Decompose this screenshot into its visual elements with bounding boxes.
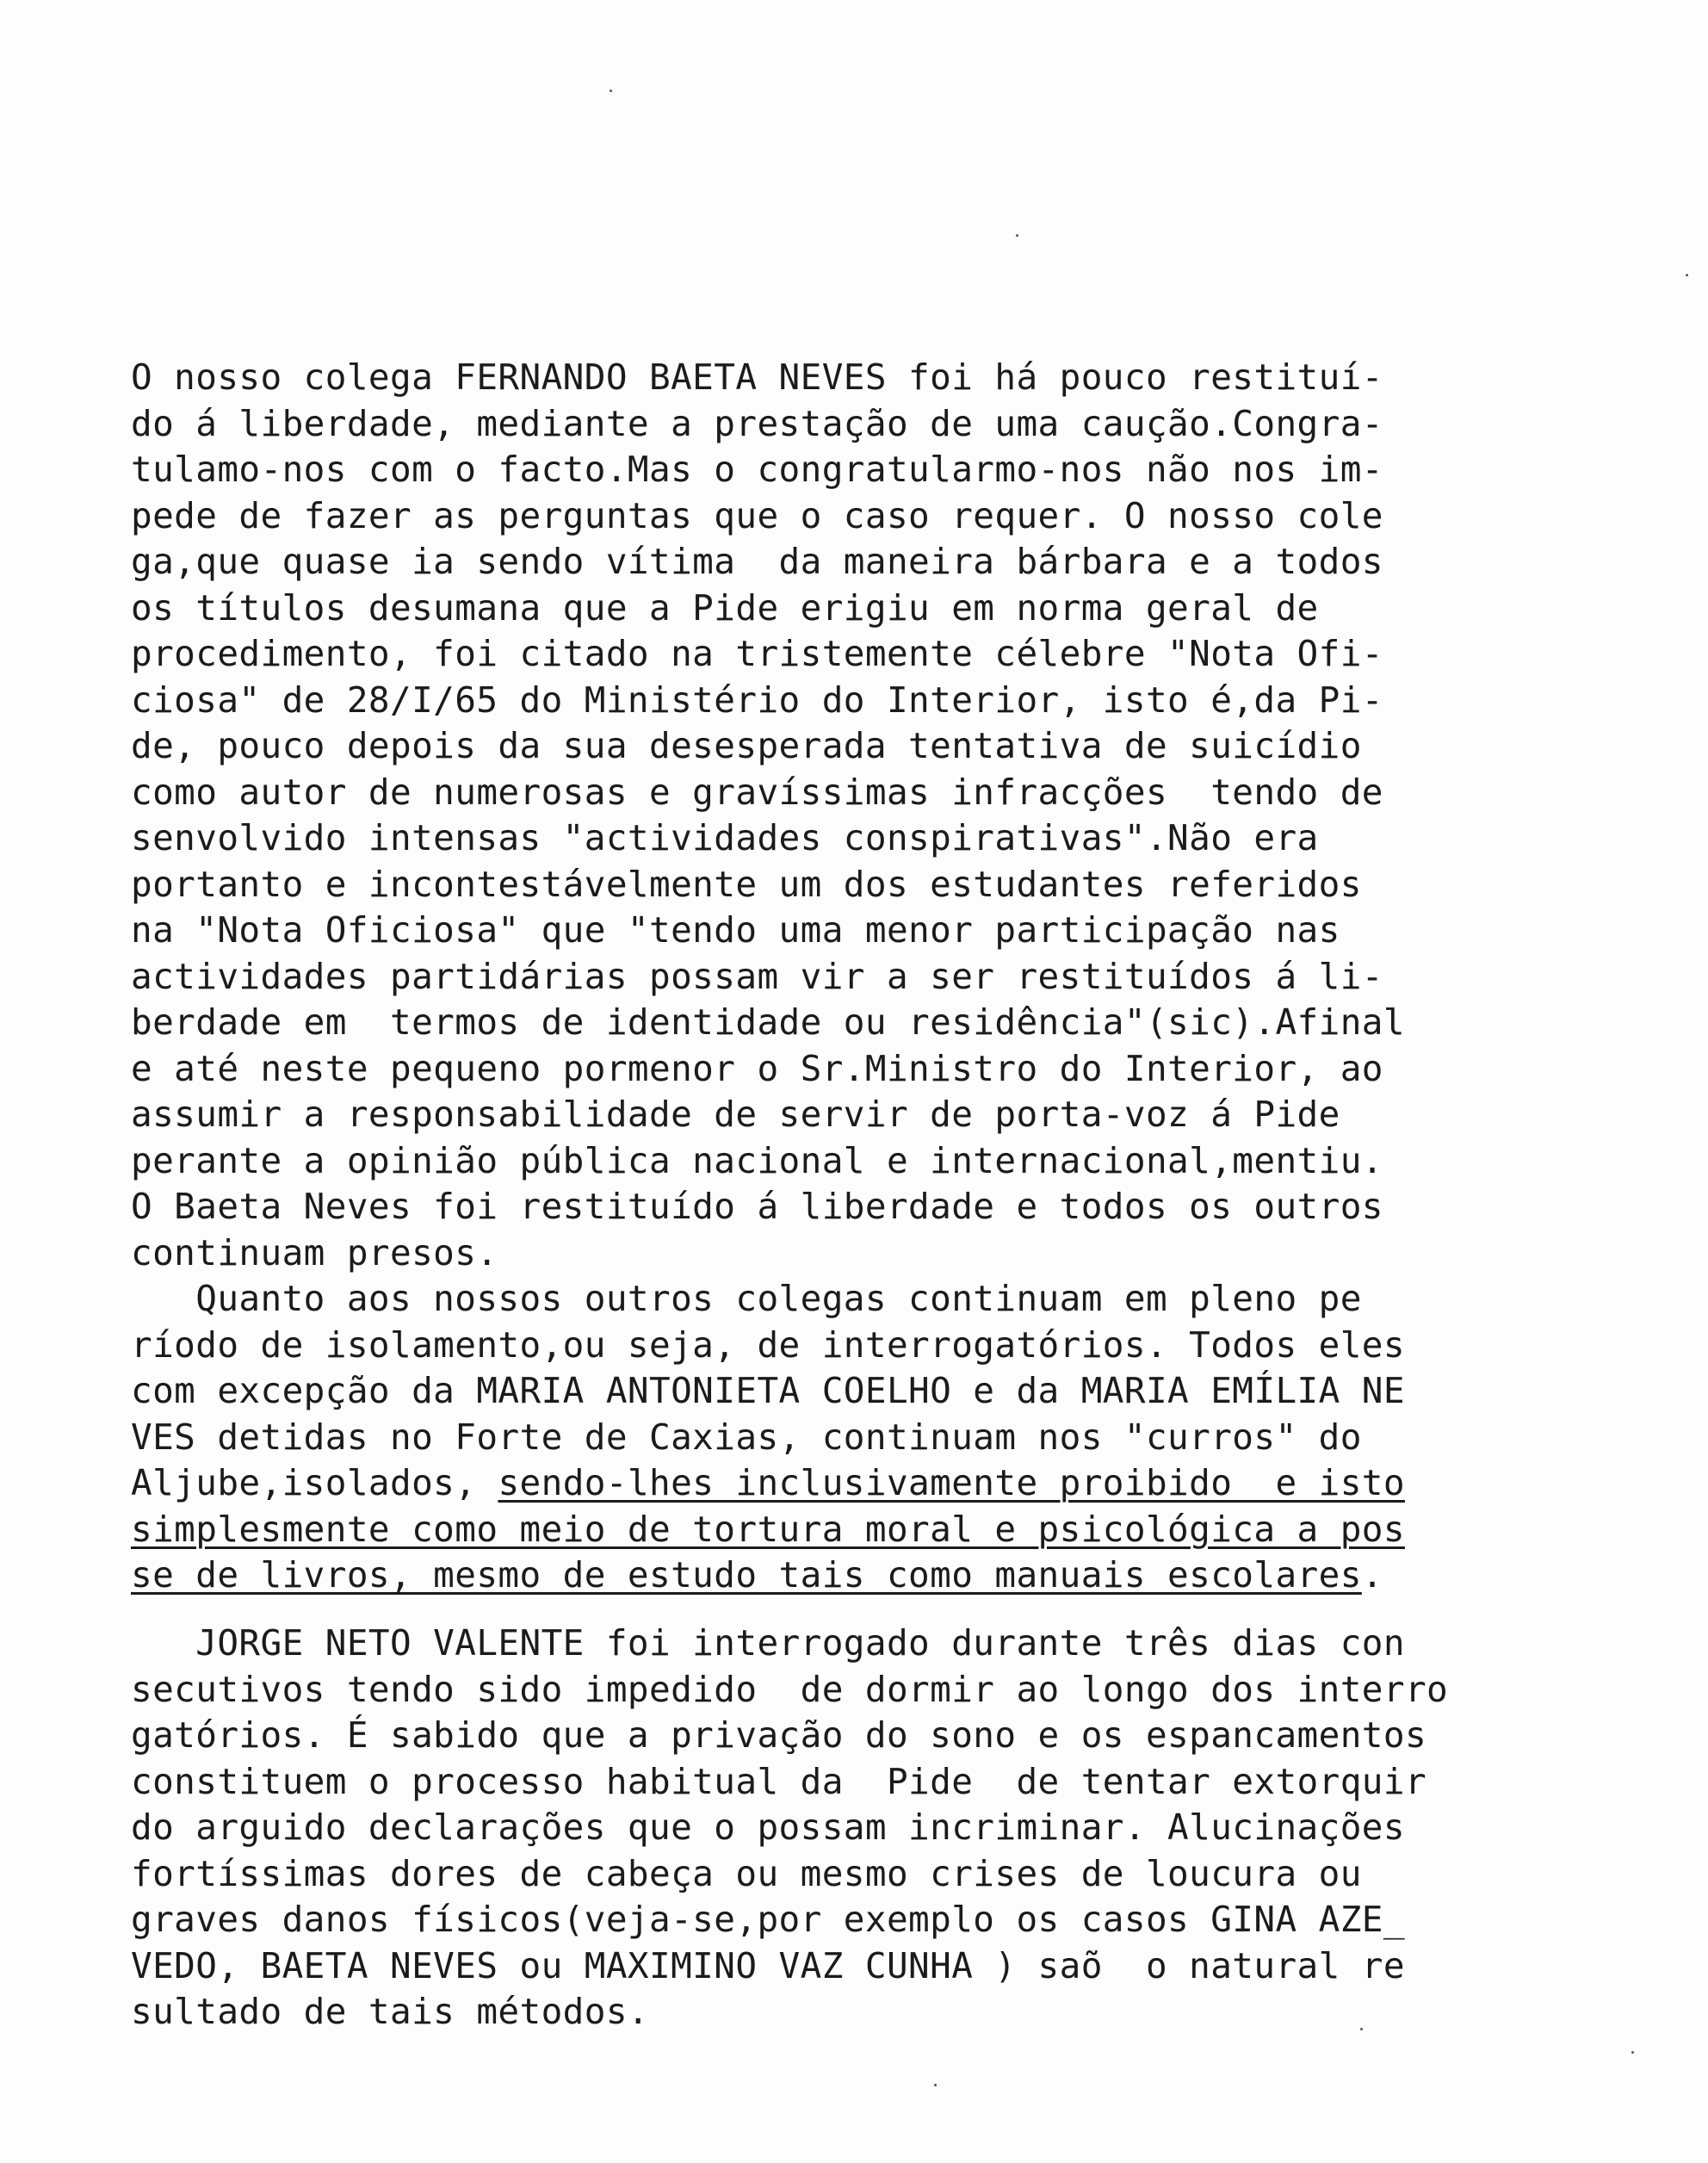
text-line: e até neste pequeno pormenor o Sr.Ministro do Interior, ao bbox=[131, 1047, 1383, 1089]
text-line: actividades partidárias possam vir a ser restituídos á li- bbox=[131, 955, 1383, 997]
text-line bbox=[131, 1553, 1646, 1599]
text-line bbox=[131, 1460, 1646, 1507]
text-line: O Baeta Neves foi restituído á liberdade e todos os outros bbox=[131, 1186, 1383, 1227]
text-line: O nosso colega FERNANDO BAETA NEVES foi há pouco restituí- bbox=[131, 356, 1383, 398]
text-line: Quanto aos nossos outros colegas continuam em pleno pe bbox=[131, 1278, 1362, 1319]
text-segment: Aljube,isolados, bbox=[131, 1462, 498, 1503]
text-line: berdade em termos de identidade ou residência"(sic).Afinal bbox=[131, 1001, 1405, 1043]
text-line: assumir a responsabilidade de servir de porta-voz á Pide bbox=[131, 1094, 1340, 1135]
text-line bbox=[131, 1507, 1646, 1553]
scan-speck bbox=[610, 90, 612, 92]
text-line: continuam presos. bbox=[131, 1231, 498, 1274]
text-line: de, pouco depois da sua desesperada tentativa de suicídio bbox=[131, 725, 1362, 766]
text-line: como autor de numerosas e gravíssimas infracções tendo de bbox=[131, 771, 1383, 813]
text-line: fortíssimas dores de cabeça ou mesmo crises de loucura ou bbox=[131, 1852, 1362, 1894]
text-line: constituem o processo habitual da Pide de tentar extorquir bbox=[131, 1760, 1427, 1802]
text-line: ga,que quase ia sendo vítima da maneira bárbara e a todos bbox=[131, 541, 1383, 582]
underlined-text: sendo-lhes inclusivamente proibido e isto bbox=[498, 1462, 1405, 1503]
text-line: VEDO, BAETA NEVES ou MAXIMINO VAZ CUNHA ) saõ o natural re bbox=[131, 1944, 1405, 1986]
underlined-text: simplesmente como meio de tortura moral e psicológica a pos bbox=[131, 1508, 1405, 1550]
underlined-text: se de livros, mesmo de estudo tais como manuais escolares bbox=[131, 1554, 1362, 1596]
text-line: senvolvido intensas "actividades conspirativas".Não era bbox=[131, 817, 1319, 858]
text-segment: . bbox=[1361, 1554, 1383, 1596]
text-line: gatórios. É sabido que a privação do sono e os espancamentos bbox=[131, 1714, 1427, 1756]
text-line: sultado de tais métodos. bbox=[131, 1991, 650, 2032]
text-line: ríodo de isolamento,ou seja, de interrogatórios. Todos eles bbox=[131, 1323, 1405, 1366]
paragraph-1 bbox=[131, 355, 1646, 1276]
text-line: tulamo-nos com o facto.Mas o congratularmo-nos não nos im- bbox=[131, 449, 1383, 490]
scan-speck bbox=[1016, 234, 1018, 237]
text-line: secutivos tendo sido impedido de dormir ao longo dos interro bbox=[131, 1668, 1449, 1710]
text-line: perante a opinião pública nacional e internacional,mentiu. bbox=[131, 1139, 1383, 1181]
text-line: do arguido declarações que o possam incriminar. Alucinações bbox=[131, 1807, 1405, 1848]
text-line: os títulos desumana que a Pide erigiu em norma geral de bbox=[131, 586, 1319, 629]
paragraph-3 bbox=[131, 1621, 1646, 2036]
text-line: VES detidas no Forte de Caxias, continuam nos "curros" do bbox=[131, 1416, 1362, 1458]
scan-speck bbox=[1686, 274, 1688, 276]
text-line: do á liberdade, mediante a prestação de uma caução.Congra- bbox=[131, 402, 1383, 444]
paragraph-2 bbox=[131, 1276, 1646, 1599]
text-line: na "Nota Oficiosa" que "tendo uma menor participação nas bbox=[131, 909, 1340, 951]
scan-speck bbox=[934, 2084, 937, 2086]
text-line: pede de fazer as perguntas que o caso requer. O nosso cole bbox=[131, 494, 1383, 536]
text-line: JORGE NETO VALENTE foi interrogado durante três dias con bbox=[131, 1622, 1405, 1664]
scan-speck bbox=[1631, 2051, 1634, 2054]
text-line: com excepção da MARIA ANTONIETA COELHO e da MARIA EMÍLIA NE bbox=[131, 1370, 1405, 1411]
text-line: ciosa" de 28/I/65 do Ministério do Interior, isto é,da Pi- bbox=[131, 679, 1383, 721]
text-line: graves danos físicos(veja-se,por exemplo os casos GINA AZE_ bbox=[131, 1899, 1405, 1940]
text-line: procedimento, foi citado na tristemente célebre "Nota Ofi- bbox=[131, 633, 1383, 674]
text-line: portanto e incontestávelmente um dos estudantes referidos bbox=[131, 863, 1362, 905]
